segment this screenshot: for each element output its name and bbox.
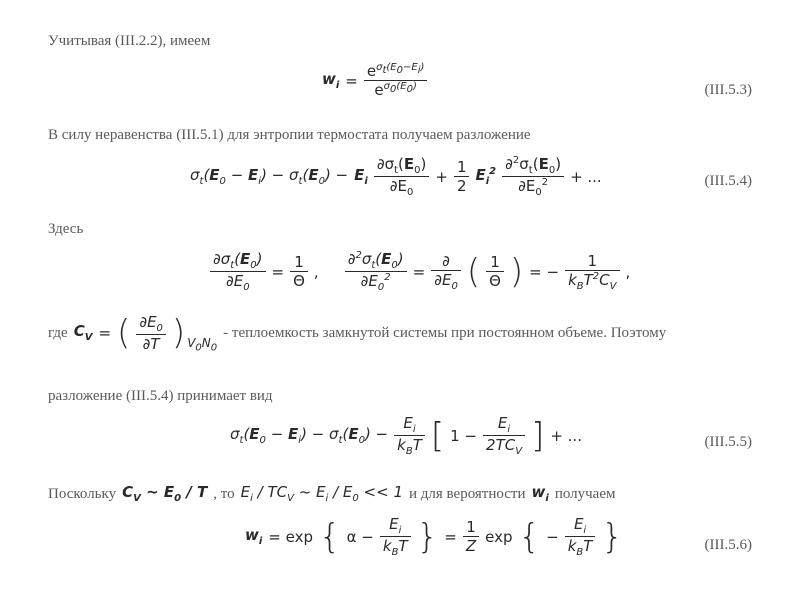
intro-text: Учитывая (III.2.2), имеем: [48, 33, 211, 49]
since-then: , то: [213, 485, 235, 502]
equation-6: $w_i$ = exp { α − $\frac{E_i}{k_BT}$ } = $\frac{1}{Z}$ exp { − $\frac{E_i}{k_BT}$ }: [245, 515, 624, 558]
equation-3: $w_i$ = $\frac{e^{\sigma_t(E_0-E_i)}}{e^{\sigma_0(E_0)}}$: [322, 62, 427, 99]
equation-4: $\sigma_t(E_0 - E_i) - \sigma_t(E_0)$ − $E_i$ $\frac{\partial\sigma_t(E_0)}{\partial E_0}$ + $\frac{1}{2}$ $E_i^2$ $\frac{\partial^2\sigma_t(E_0)}{\partial E_0^2}$ + ...: [190, 155, 602, 198]
since-prefix: Поскольку: [48, 485, 117, 502]
equation-5: $\sigma_t(E_0 - E_i) - \sigma_t(E_0)$ − $\frac{E_i}{k_BT}$ [ 1 − $\frac{E_i}{2TC_V}$ ] + ...: [230, 414, 582, 457]
equation-number-4: (III.5.4): [704, 173, 752, 189]
since-suffix: и для вероятности: [409, 485, 526, 502]
equation-number-5: (III.5.5): [704, 434, 752, 450]
since-line: Поскольку $C_V$ ~ $E_0$ / T , то $E_i / TC_V$ ~ $E_i / E_0 << 1$ и для вероятности $w_i$ получаем: [48, 483, 616, 504]
since-end: получаем: [554, 485, 616, 502]
paragraph-expansion: В силу неравенства (III.5.1) для энтропии термостата получаем разложение: [48, 127, 531, 143]
where-prefix: где: [48, 324, 68, 341]
derivatives-equation: $\frac{\partial\sigma_t(E_0)}{\partial E_0}$ = $\frac{1}{\Theta}$ , $\frac{\partial^2\sigma_t(E_0)}{\partial E_0^2}$ = $\frac{\partial}{\partial E_0}$ ( $\frac{1}{\Theta}$ ) = − $\frac{1}{k_BT^2C_V}$ ,: [210, 250, 630, 293]
here-text: Здесь: [48, 221, 84, 237]
equation-number-6: (III.5.6): [704, 537, 752, 553]
heat-capacity-line: где $C_V$ = ( $\frac{\partial E_0}{\partial T}$ ) $V_0N_0$ - теплоемкость замкнутой системы при постоянном объеме. Поэтому: [48, 312, 667, 354]
where-suffix: - теплоемкость замкнутой системы при постоянном объеме. Поэтому: [223, 324, 667, 341]
paragraph-takes-form: разложение (III.5.4) принимает вид: [48, 388, 273, 404]
equation-number-3: (III.5.3): [704, 82, 752, 98]
